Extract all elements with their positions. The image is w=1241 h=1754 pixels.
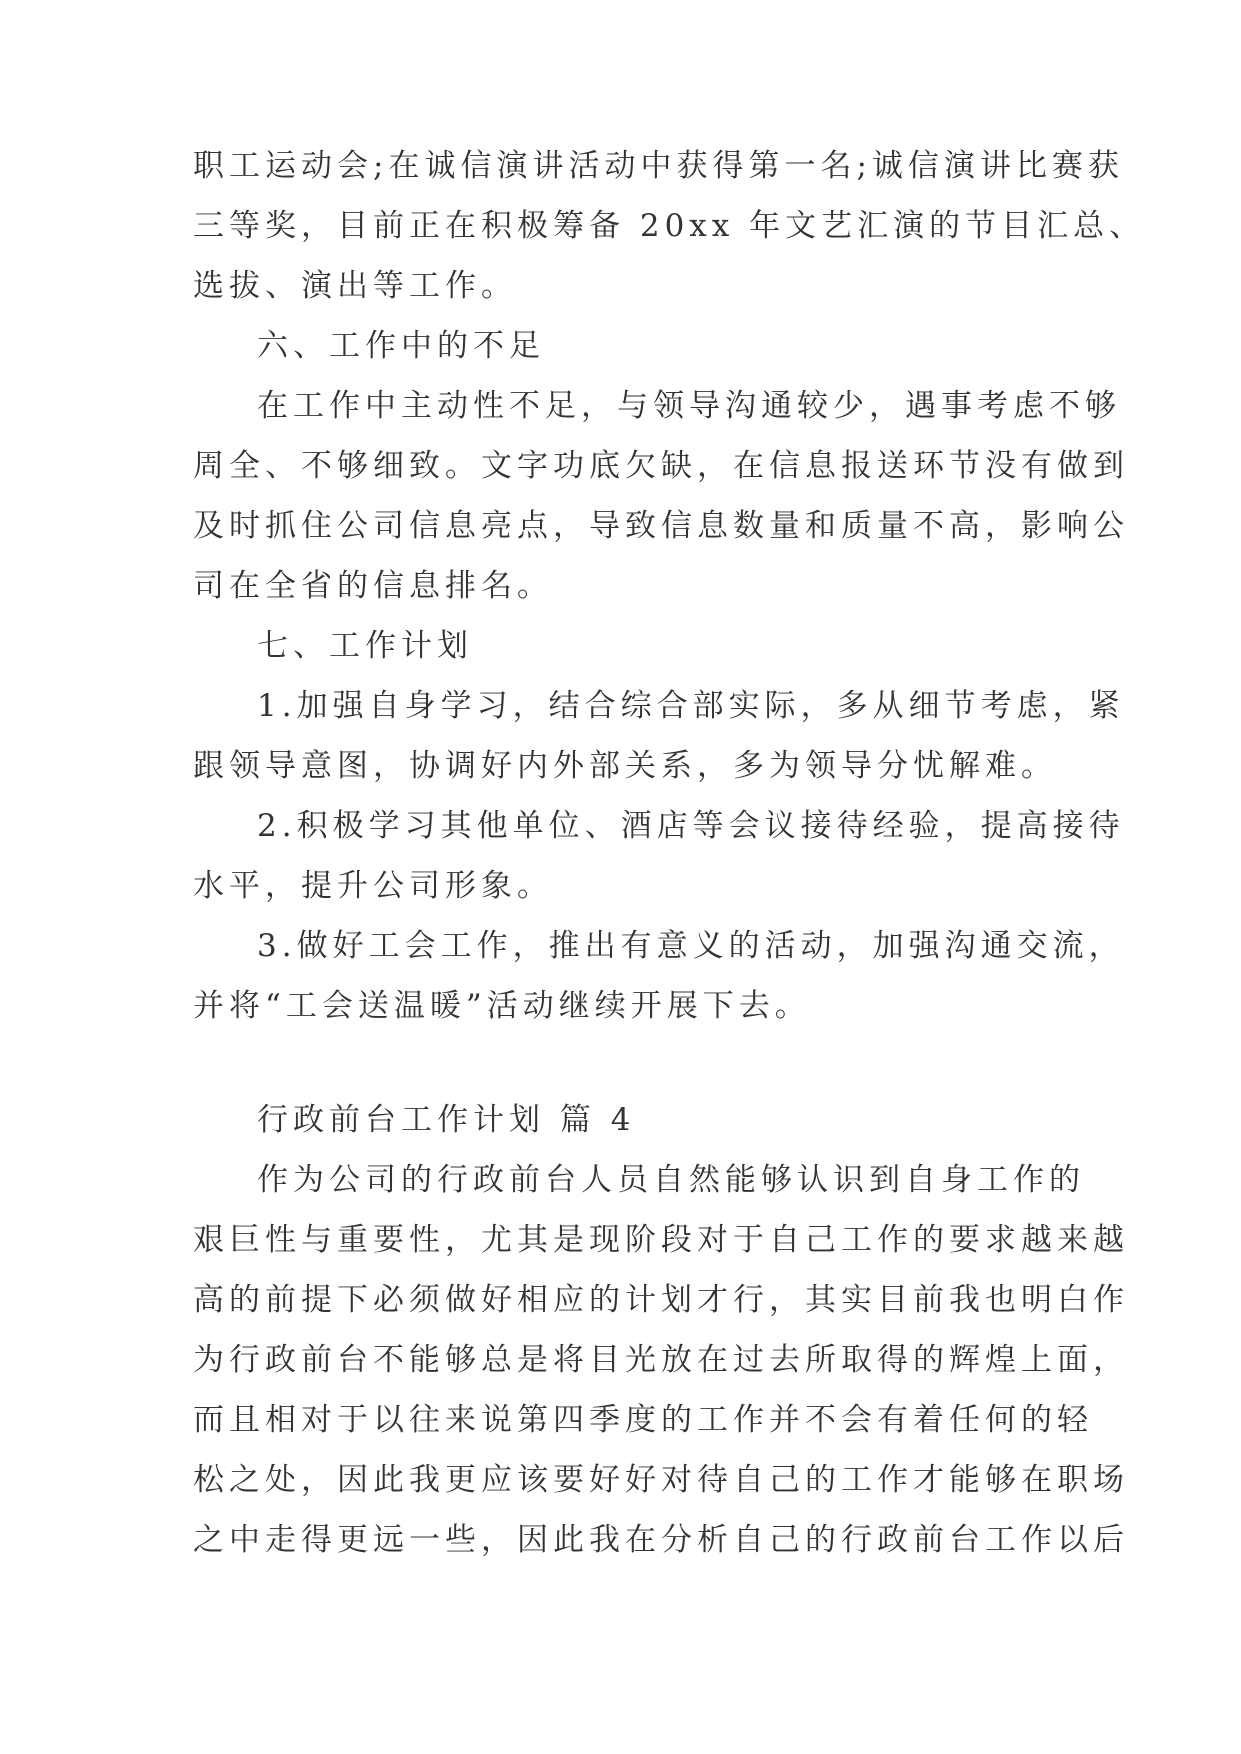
text-line: 3.做好工会工作，推出有意义的活动，加强沟通交流， bbox=[257, 928, 1125, 964]
text-line: 及时抓住公司信息亮点，导致信息数量和质量不高，影响公 bbox=[193, 508, 1129, 544]
text-line: 跟领导意图，协调好内外部关系，多为领导分忧解难。 bbox=[193, 748, 1057, 784]
body-text-part-2 bbox=[193, 1090, 1129, 1570]
text-line: 并将“工会送温暖”活动继续开展下去。 bbox=[193, 988, 811, 1024]
text-line: 1.加强自身学习，结合综合部实际，多从细节考虑，紧 bbox=[257, 688, 1125, 724]
section-heading: 六、工作中的不足 bbox=[257, 328, 545, 364]
text-line: 周全、不够细致。文字功底欠缺，在信息报送环节没有做到 bbox=[193, 448, 1129, 484]
text-line: 2.积极学习其他单位、酒店等会议接待经验，提高接待 bbox=[257, 808, 1125, 844]
text-line: 司在全省的信息排名。 bbox=[193, 568, 553, 604]
text-line: 而且相对于以往来说第四季度的工作并不会有着任何的轻 bbox=[193, 1402, 1093, 1438]
text-line: 为行政前台不能够总是将目光放在过去所取得的辉煌上面， bbox=[193, 1342, 1129, 1378]
text-line: 松之处，因此我更应该要好好对待自己的工作才能够在职场 bbox=[193, 1462, 1129, 1498]
text-line: 职工运动会;在诚信演讲活动中获得第一名;诚信演讲比赛获 bbox=[193, 148, 1124, 184]
text-line: 选拔、演出等工作。 bbox=[193, 268, 517, 304]
text-line: 在工作中主动性不足，与领导沟通较少，遇事考虑不够 bbox=[257, 388, 1121, 424]
text-line: 三等奖，目前正在积极筹备 20xx 年文艺汇演的节目汇总、 bbox=[193, 208, 1146, 244]
text-line: 水平，提升公司形象。 bbox=[193, 868, 553, 904]
article-title: 行政前台工作计划 篇 4 bbox=[257, 1102, 636, 1138]
section-heading: 七、工作计划 bbox=[257, 628, 473, 664]
text-line: 艰巨性与重要性，尤其是现阶段对于自己工作的要求越来越 bbox=[193, 1222, 1129, 1258]
text-line: 之中走得更远一些，因此我在分析自己的行政前台工作以后 bbox=[193, 1522, 1129, 1558]
text-line: 高的前提下必须做好相应的计划才行，其实目前我也明白作 bbox=[193, 1282, 1129, 1318]
text-line: 作为公司的行政前台人员自然能够认识到自身工作的 bbox=[257, 1162, 1085, 1198]
body-text-part-1 bbox=[193, 136, 1146, 1036]
